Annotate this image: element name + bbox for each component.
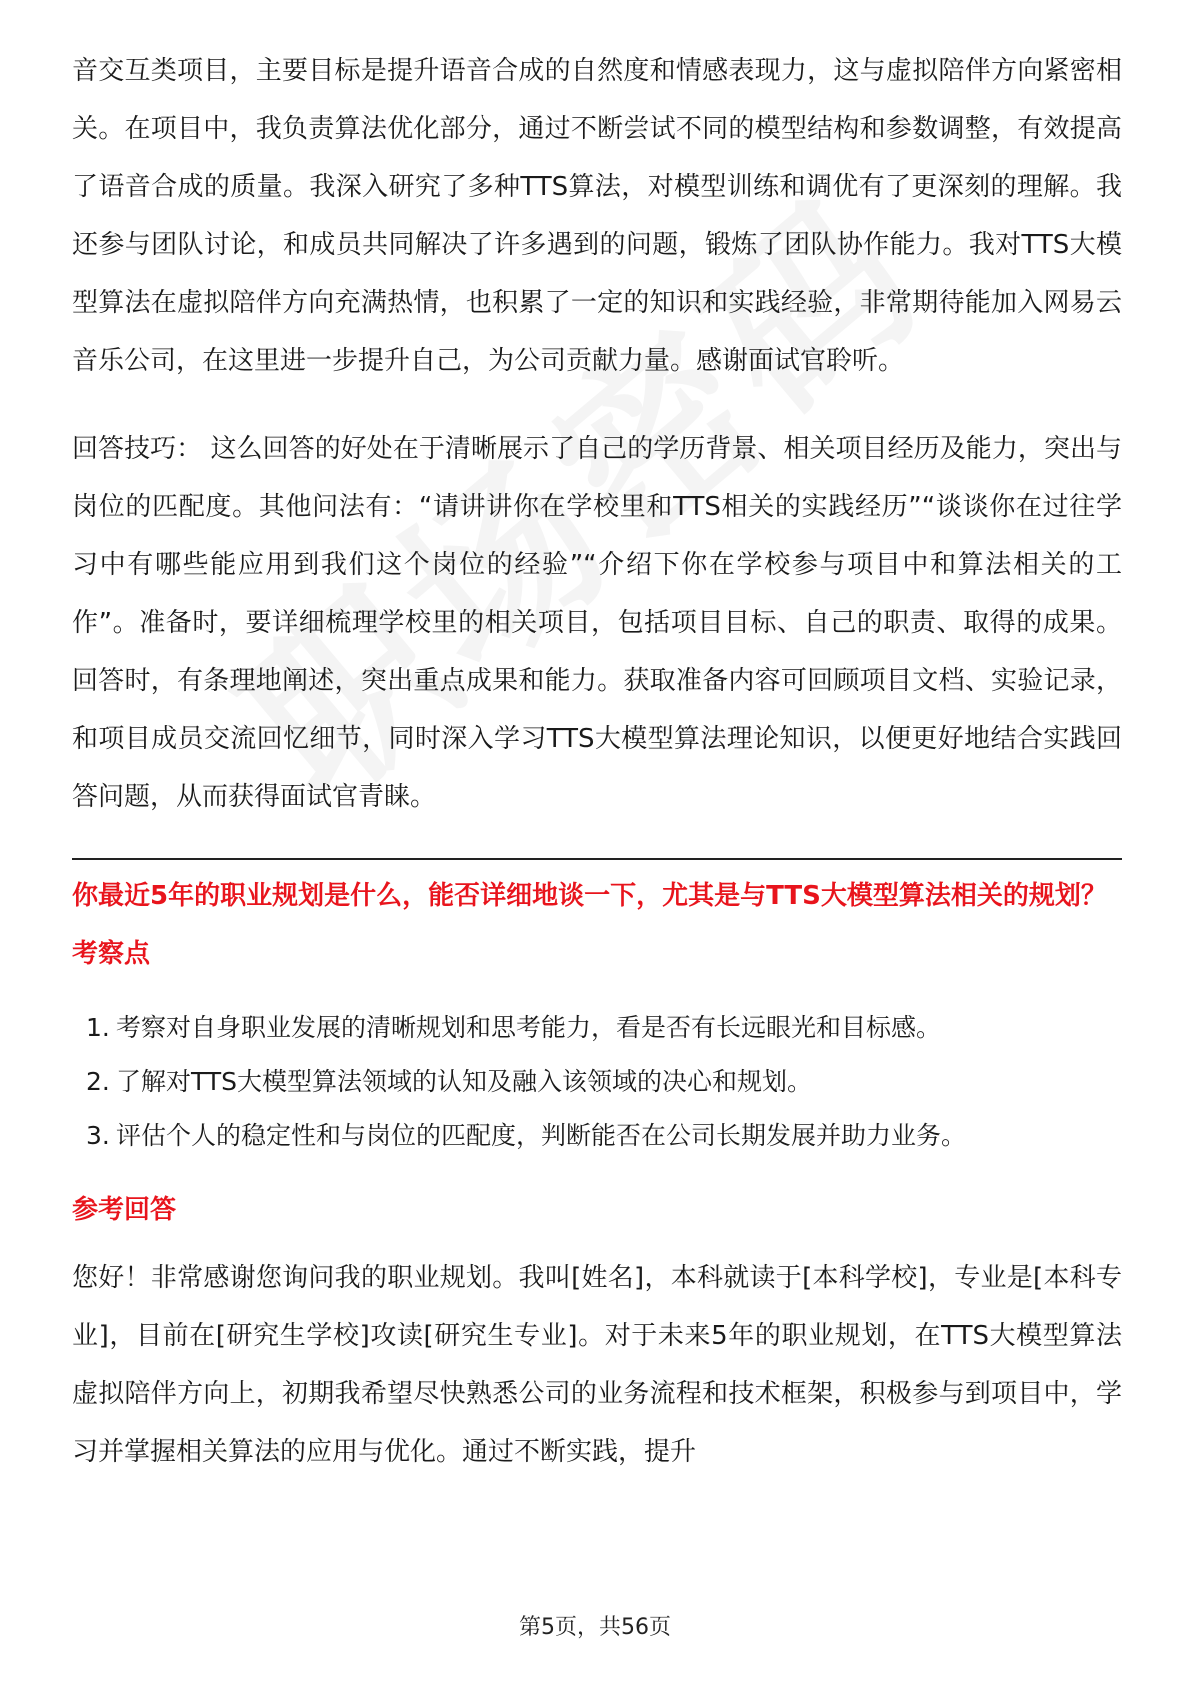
list-item-number: 1. bbox=[86, 1013, 110, 1042]
reference-answer-heading: 参考回答 bbox=[72, 1195, 177, 1225]
list-item-number: 3. bbox=[86, 1121, 110, 1150]
reference-answer-paragraph: 您好！非常感谢您询问我的职业规划。我叫[姓名]，本科就读于[本科学校]，专业是[本科专业]，目前在[研究生学校]攻读[研究生专业]。对于未来5年的职业规划，在TTS大模型算法虚拟陪伴方向上，初期我希望尽快熟悉公司的业务流程和技术框架，积极参与到项目中，学习并掌握相关算法的应用与优化。通过不断实践，提升 bbox=[72, 1263, 1122, 1467]
answer-tips-paragraph: 回答技巧： 这么回答的好处在于清晰展示了自己的学历背景、相关项目经历及能力，突出与岗位的匹配度。其他问法有：“请讲讲你在学校里和TTS相关的实践经历”“谈谈你在过往学习中有哪些能应用到我们这个岗位的经验”“介绍下你在学校参与项目中和算法相关的工作”。准备时，要详细梳理学校里的相关项目，包括项目目标、自己的职责、取得的成果。回答时，有条理地阐述，突出重点成果和能力。获取准备内容可回顾项目文档、实验记录，和项目成员交流回忆细节，同时深入学习TTS大模型算法理论知识，以便更好地结合实践回答问题，从而获得面试官青睐。 bbox=[72, 434, 1122, 812]
interview-question: 你最近5年的职业规划是什么，能否详细地谈一下，尤其是与TTS大模型算法相关的规划？ bbox=[72, 881, 1107, 911]
list-item bbox=[86, 1001, 1122, 1055]
previous-answer-paragraph: 音交互类项目，主要目标是提升语音合成的自然度和情感表现力，这与虚拟陪伴方向紧密相关。在项目中，我负责算法优化部分，通过不断尝试不同的模型结构和参数调整，有效提高了语音合成的质量。我深入研究了多种TTS算法，对模型训练和调优有了更深刻的理解。我还参与团队讨论，和成员共同解决了许多遇到的问题，锻炼了团队协作能力。我对TTS大模型算法在虚拟陪伴方向充满热情，也积累了一定的知识和实践经验，非常期待能加入网易云音乐公司，在这里进一步提升自己，为公司贡献力量。感谢面试官聆听。 bbox=[72, 56, 1122, 376]
list-item-text: 考察对自身职业发展的清晰规划和思考能力，看是否有长远眼光和目标感。 bbox=[116, 1013, 942, 1042]
list-item bbox=[86, 1055, 1122, 1109]
list-item bbox=[86, 1109, 1122, 1163]
assessment-heading: 考察点 bbox=[72, 939, 151, 969]
page-number-footer: 第5页，共56页 bbox=[519, 1615, 671, 1640]
page-content bbox=[72, 42, 1122, 1481]
list-item-text: 评估个人的稳定性和与岗位的匹配度，判断能否在公司长期发展并助力业务。 bbox=[116, 1121, 967, 1150]
list-item-text: 了解对TTS大模型算法领域的认知及融入该领域的决心和规划。 bbox=[116, 1067, 812, 1096]
list-item-number: 2. bbox=[86, 1067, 110, 1096]
assessment-points-list bbox=[72, 1001, 1122, 1163]
section-divider bbox=[72, 858, 1122, 860]
